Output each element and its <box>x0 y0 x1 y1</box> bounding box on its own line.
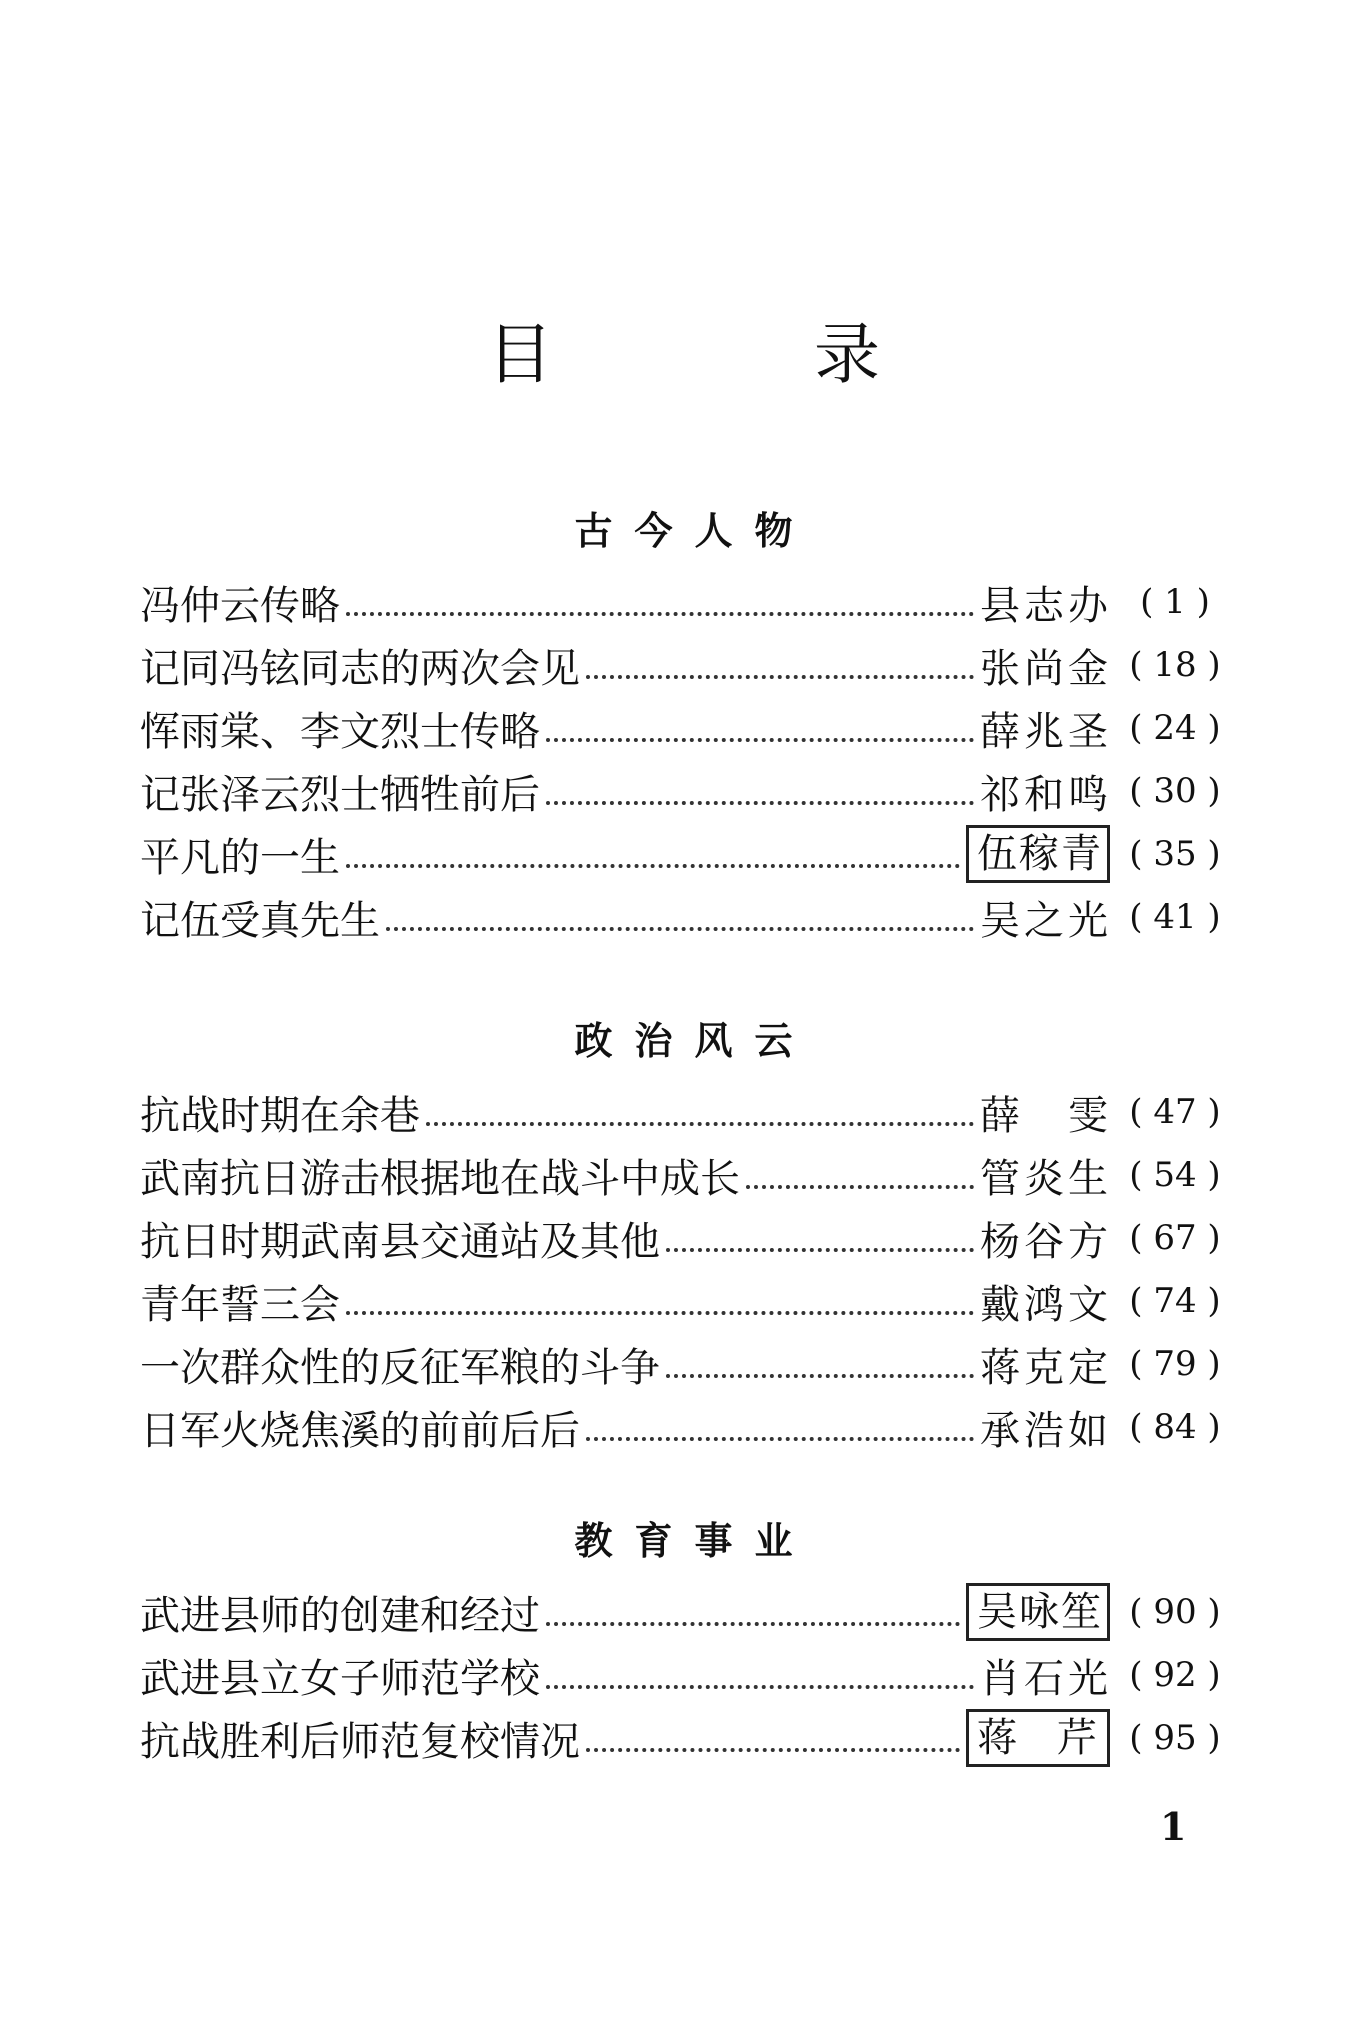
dot-leader <box>666 1374 974 1378</box>
entry-title: 武进县立女子师范学校 <box>140 1655 540 1702</box>
entry-author: 承浩如 <box>980 1407 1110 1454</box>
entry-title: 记张泽云烈士牺牲前后 <box>140 771 540 818</box>
toc-entry[interactable] <box>140 698 1240 758</box>
toc-entry[interactable] <box>140 572 1240 632</box>
section-heading-politics: 政治风云 <box>574 1019 815 1063</box>
toc-entry[interactable] <box>140 1271 1240 1331</box>
entry-page-ref: ( 30 ) <box>1129 771 1221 811</box>
entry-author: 伍稼青 <box>966 825 1110 883</box>
page-number: 1 <box>1160 1804 1187 1849</box>
toc-entry[interactable] <box>140 1334 1240 1394</box>
entry-page-ref: ( 84 ) <box>1129 1407 1221 1447</box>
entry-author: 管炎生 <box>980 1155 1110 1202</box>
entry-author: 张尚金 <box>980 645 1110 692</box>
toc-entry[interactable] <box>140 635 1240 695</box>
entry-author: 吴之光 <box>980 897 1110 944</box>
dot-leader <box>546 1685 974 1689</box>
entry-page-ref: ( 35 ) <box>1129 834 1221 874</box>
entry-author: 县志办 <box>980 582 1110 629</box>
toc-entry[interactable] <box>140 1082 1240 1142</box>
toc-entry[interactable] <box>140 1708 1240 1768</box>
dot-leader <box>546 1622 960 1626</box>
dot-leader <box>746 1185 974 1189</box>
entry-title: 冯仲云传略 <box>140 582 340 629</box>
dot-leader <box>586 1748 960 1752</box>
toc-entry[interactable] <box>140 1582 1240 1642</box>
dot-leader <box>426 1122 974 1126</box>
entry-title: 日军火烧焦溪的前前后后 <box>140 1407 580 1454</box>
dot-leader <box>586 675 974 679</box>
entry-page-ref: ( 92 ) <box>1129 1655 1221 1695</box>
entry-page-ref: ( 95 ) <box>1129 1718 1221 1758</box>
toc-entry[interactable] <box>140 761 1240 821</box>
entry-title: 恽雨棠、李文烈士传略 <box>140 708 540 755</box>
toc-entry[interactable] <box>140 1145 1240 1205</box>
dot-leader <box>546 738 974 742</box>
entry-author: 祁和鸣 <box>980 771 1110 818</box>
entry-page-ref: ( 67 ) <box>1129 1218 1221 1258</box>
entry-author: 肖石光 <box>980 1655 1110 1702</box>
entry-title: 一次群众性的反征军粮的斗争 <box>140 1344 660 1391</box>
dot-leader <box>346 612 974 616</box>
dot-leader <box>586 1437 974 1441</box>
toc-entry[interactable] <box>140 887 1240 947</box>
dot-leader <box>666 1248 974 1252</box>
entry-page-ref: ( 18 ) <box>1129 645 1221 685</box>
section-heading-people: 古今人物 <box>574 509 815 553</box>
entry-title: 青年誓三会 <box>140 1281 340 1328</box>
entry-title: 抗战时期在余巷 <box>140 1092 420 1139</box>
entry-page-ref: ( 47 ) <box>1129 1092 1221 1132</box>
entry-title: 记伍受真先生 <box>140 897 380 944</box>
entry-title: 记同冯铉同志的两次会见 <box>140 645 580 692</box>
toc-entry[interactable] <box>140 1208 1240 1268</box>
entry-title: 抗战胜利后师范复校情况 <box>140 1718 580 1765</box>
entry-author: 戴鸿文 <box>980 1281 1110 1328</box>
section-heading-education: 教育事业 <box>574 1519 815 1563</box>
dot-leader <box>346 1311 974 1315</box>
entry-page-ref: ( 90 ) <box>1129 1592 1221 1632</box>
dot-leader <box>386 927 974 931</box>
entry-page-ref: ( 1 ) <box>1140 582 1210 622</box>
entry-author: 吴咏笙 <box>966 1583 1110 1641</box>
toc-entry[interactable] <box>140 824 1240 884</box>
entry-title: 武南抗日游击根据地在战斗中成长 <box>140 1155 740 1202</box>
entry-page-ref: ( 79 ) <box>1129 1344 1221 1384</box>
entry-author: 杨谷方 <box>980 1218 1110 1265</box>
entry-author: 蒋克定 <box>980 1344 1110 1391</box>
entry-title: 抗日时期武南县交通站及其他 <box>140 1218 660 1265</box>
entry-title: 武进县师的创建和经过 <box>140 1592 540 1639</box>
entry-author: 薛兆圣 <box>980 708 1110 755</box>
toc-entry[interactable] <box>140 1645 1240 1705</box>
entry-page-ref: ( 24 ) <box>1129 708 1221 748</box>
entry-page-ref: ( 74 ) <box>1129 1281 1221 1321</box>
entry-page-ref: ( 54 ) <box>1129 1155 1221 1195</box>
page-title: 目 录 <box>487 316 1000 393</box>
dot-leader <box>346 864 960 868</box>
entry-author: 蒋 芹 <box>966 1709 1110 1767</box>
dot-leader <box>546 801 974 805</box>
entry-title: 平凡的一生 <box>140 834 340 881</box>
entry-page-ref: ( 41 ) <box>1129 897 1221 937</box>
toc-entry[interactable] <box>140 1397 1240 1457</box>
entry-author: 薛 雯 <box>980 1092 1110 1139</box>
